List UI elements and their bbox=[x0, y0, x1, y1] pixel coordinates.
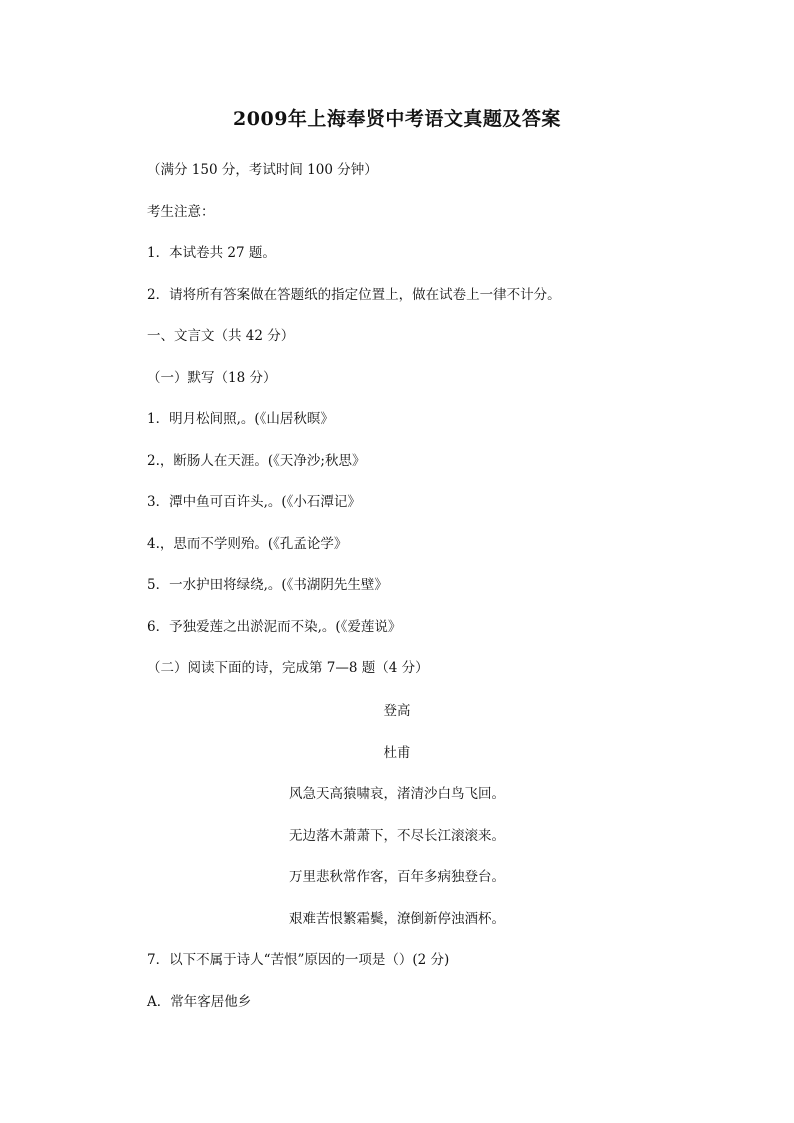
section-heading: 一、文言文（共 42 分） bbox=[147, 328, 295, 344]
question-7: 7．以下不属于诗人“苦恨”原因的一项是（）(2 分) bbox=[147, 952, 450, 968]
notice-item: 2．请将所有答案做在答题纸的指定位置上，做在试卷上一律不计分。 bbox=[147, 287, 561, 303]
poem-author: 杜甫 bbox=[383, 745, 411, 761]
dictation-item: 2.，断肠人在天涯。(《天净沙;秋思》 bbox=[147, 453, 366, 469]
poem-line: 无边落木萧萧下，不尽长江滚滚来。 bbox=[289, 828, 505, 844]
dictation-item: 6．予独爱莲之出淤泥而不染,。(《爱莲说》 bbox=[147, 619, 402, 635]
poem-line: 艰难苦恨繁霜鬓，潦倒新停浊酒杯。 bbox=[289, 911, 505, 927]
dictation-item: 5．一水护田将绿绕,。(《书湖阴先生壁》 bbox=[147, 577, 388, 593]
notice-item: 1．本试卷共 27 题。 bbox=[147, 245, 276, 261]
subsection-heading: （二）阅读下面的诗，完成第 7—8 题（4 分） bbox=[147, 660, 429, 676]
poem-line: 万里悲秋常作客，百年多病独登台。 bbox=[289, 869, 505, 885]
answer-option-a: A．常年客居他乡 bbox=[147, 994, 252, 1010]
dictation-item: 1．明月松间照,。(《山居秋暝》 bbox=[147, 411, 334, 427]
notice-heading: 考生注意： bbox=[147, 204, 215, 220]
subsection-heading: （一）默写（18 分） bbox=[147, 370, 277, 386]
score-info: （满分 150 分，考试时间 100 分钟） bbox=[147, 162, 378, 178]
document-title: 2009年上海奉贤中考语文真题及答案 bbox=[233, 108, 561, 130]
dictation-item: 3．潭中鱼可百许头,。(《小石潭记》 bbox=[147, 494, 361, 510]
poem-title: 登高 bbox=[383, 703, 411, 719]
dictation-item: 4.，思而不学则殆。(《孔孟论学》 bbox=[147, 536, 348, 552]
poem-line: 风急天高猿啸哀，渚清沙白鸟飞回。 bbox=[289, 786, 505, 802]
